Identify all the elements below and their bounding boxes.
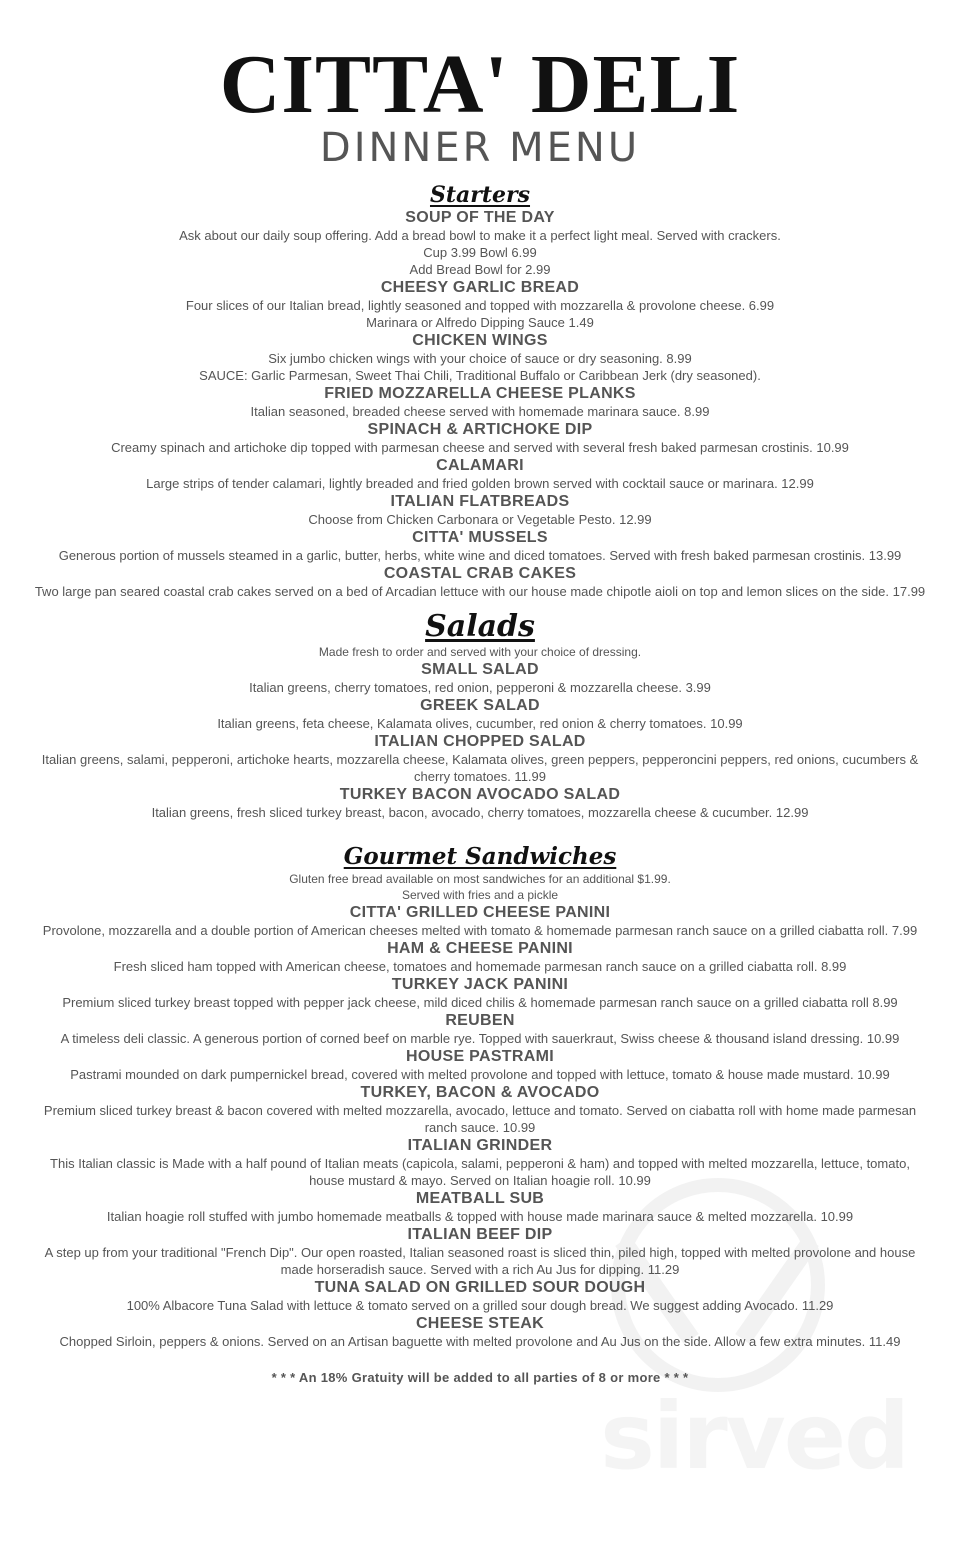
menu-item-name: CHEESE STEAK [415,1315,545,1332]
section-title-sandwiches: Gourmet Sandwiches [343,843,617,870]
menu-item [30,1225,930,1278]
menu-item-description: Italian greens, salami, pepperoni, artichoke hearts, mozzarella cheese, Kalamata olives, green peppers, pepperoncini peppers, red onions, cucumbers & cherry tomatoes. 11.99 [41,752,919,784]
menu-item [30,975,930,1011]
menu-item-description: Premium sliced turkey breast & bacon covered with melted mozzarella, avocado, lettuce and tomato. Served on ciabatta roll with home made parmesan ranch sauce. 10.99 [43,1103,917,1135]
menu-item-name: ITALIAN BEEF DIP [407,1226,553,1243]
menu-item [30,732,930,785]
menu-item [30,1083,930,1136]
menu-item [30,903,930,939]
menu-item-description: Six jumbo chicken wings with your choice of sauce or dry seasoning. 8.99 [268,351,692,366]
menu-item-description: Creamy spinach and artichoke dip topped with parmesan cheese and served with several fresh baked parmesan crostinis. 10.99 [111,440,849,455]
salads-list [30,660,930,821]
menu-item [30,564,930,600]
menu-item-description: SAUCE: Garlic Parmesan, Sweet Thai Chili, Traditional Buffalo or Caribbean Jerk (dry seasoned). [199,368,761,383]
starters-section [30,168,930,600]
section-title-starters: Starters [429,182,531,208]
menu-item-name: CITTA' GRILLED CHEESE PANINI [349,904,611,921]
menu-item [30,1011,930,1047]
menu-item-description: A step up from your traditional "French Dip". Our open roasted, Italian seasoned roast is sliced thin, piled high, topped with melted provolone and house made horseradish sauce. Served with a rich Au Jus for dipping. 11.29 [44,1245,916,1277]
menu-item-description: Cup 3.99 Bowl 6.99 [423,245,537,260]
menu-item-name: ITALIAN CHOPPED SALAD [374,733,586,750]
menu-item-name: COASTAL CRAB CAKES [383,565,577,582]
menu-item-description: Premium sliced turkey breast topped with pepper jack cheese, mild diced chilis & homemade parmesan ranch sauce on a grilled ciabatta roll 8.99 [62,995,898,1010]
menu-item [30,1278,930,1314]
menu-item-description: Italian hoagie roll stuffed with jumbo homemade meatballs & topped with house made marinara sauce & melted mozzarella. 10.99 [106,1209,854,1224]
menu-item-name: CITTA' MUSSELS [412,529,548,546]
menu-item-name: ITALIAN GRINDER [407,1137,553,1154]
menu-item [30,208,930,278]
restaurant-name: CITTA' DELI [219,38,741,131]
menu-item-description: Large strips of tender calamari, lightly breaded and fried golden brown served with cocktail sauce or marinara. 12.99 [146,476,814,491]
menu-item-name: ITALIAN FLATBREADS [390,493,570,510]
menu-item [30,1314,930,1350]
menu-item-description: Provolone, mozzarella and a double portion of American cheeses melted with tomato & homemade parmesan ranch sauce on a grilled ciabatta roll. 7.99 [42,923,918,938]
menu-item-name: SOUP OF THE DAY [405,209,555,226]
menu-item-name: TURKEY, BACON & AVOCADO [360,1084,600,1101]
menu-item-name: CALAMARI [436,457,524,474]
menu-item-description: Pastrami mounded on dark pumpernickel bread, covered with melted provolone and topped with lettuce, tomato & house made mustard. 10.99 [70,1067,890,1082]
menu-item-name: CHEESY GARLIC BREAD [380,279,580,296]
menu-item [30,456,930,492]
menu-item [30,660,930,696]
menu-item-description: This Italian classic is Made with a half pound of Italian meats (capicola, salami, pepperoni & ham) and topped with melted mozzarella, lettuce, tomato, house mustard & mayo. Served on Italian hoagie roll. 10.99 [50,1156,910,1188]
salads-note: Made fresh to order and served with your choice of dressing. [318,645,642,659]
menu-item-description: A timeless deli classic. A generous portion of corned beef on marble rye. Topped with sauerkraut, Swiss cheese & thousand island dressing. 10.99 [60,1031,900,1046]
menu-item-name: SPINACH & ARTICHOKE DIP [367,421,593,438]
menu-item-name: GREEK SALAD [420,697,540,714]
sandwiches-note: Served with fries and a pickle [401,888,559,902]
sandwiches-note: Gluten free bread available on most sandwiches for an additional $1.99. [289,872,671,886]
menu-item-description: Italian greens, fresh sliced turkey breast, bacon, avocado, cherry tomatoes, mozzarella cheese & cucumber. 12.99 [151,805,809,820]
menu-item-name: FRIED MOZZARELLA CHEESE PLANKS [324,385,636,402]
menu-item [30,420,930,456]
menu-item-name: TURKEY JACK PANINI [391,976,569,993]
menu-item-description: Italian seasoned, breaded cheese served with homemade marinara sauce. 8.99 [250,404,710,419]
sandwiches-list [30,903,930,1350]
menu-item [30,528,930,564]
menu-item [30,492,930,528]
menu-item-name: TUNA SALAD ON GRILLED SOUR DOUGH [314,1279,646,1296]
menu-item-description: Four slices of our Italian bread, lightly seasoned and topped with mozzarella & provolone cheese. 6.99 [185,298,775,313]
menu-item-description: Italian greens, feta cheese, Kalamata olives, cucumber, red onion & cherry tomatoes. 10.99 [217,716,743,731]
menu-item [30,1189,930,1225]
menu-item-name: SMALL SALAD [421,661,539,678]
menu-item-description: Italian greens, cherry tomatoes, red onion, pepperoni & mozzarella cheese. 3.99 [249,680,711,695]
menu-item [30,785,930,821]
menu-item [30,1047,930,1083]
menu-item [30,384,930,420]
menu-item-description: Ask about our daily soup offering. Add a bread bowl to make it a perfect light meal. Served with crackers. [179,228,781,243]
menu-item-description: Two large pan seared coastal crab cakes served on a bed of Arcadian lettuce with our house made chipotle aioli on top and lemon slices on the side. 17.99 [34,584,926,599]
menu-item [30,939,930,975]
menu-item-name: REUBEN [445,1012,515,1029]
menu-page [30,0,930,1385]
menu-item-description: Marinara or Alfredo Dipping Sauce 1.49 [366,315,594,330]
menu-item-name: MEATBALL SUB [415,1190,545,1207]
sandwiches-section [30,821,930,1350]
menu-item-description: Fresh sliced ham topped with American cheese, tomatoes and homemade parmesan ranch sauce on a grilled ciabatta roll. 8.99 [113,959,847,974]
watermark-text: sirved [600,1383,908,1490]
menu-item [30,696,930,732]
menu-subtitle: DINNER MENU [319,125,641,171]
menu-item-description: Chopped Sirloin, peppers & onions. Served on an Artisan baguette with melted provolone and Au Jus on the side. Allow a few extra minutes. 11.49 [59,1334,901,1349]
gratuity-notice: * * * An 18% Gratuity will be added to all parties of 8 or more * * * [271,1370,689,1385]
menu-item [30,331,930,384]
section-title-salads: Salads [425,609,535,644]
menu-item-description: Add Bread Bowl for 2.99 [409,262,551,277]
menu-item-name: HAM & CHEESE PANINI [387,940,573,957]
menu-item-name: CHICKEN WINGS [412,332,548,349]
menu-item-description: 100% Albacore Tuna Salad with lettuce & tomato served on a grilled sour dough bread. We suggest adding Avocado. 11.29 [126,1298,834,1313]
menu-item-description: Choose from Chicken Carbonara or Vegetable Pesto. 12.99 [308,512,652,527]
starters-list [30,208,930,600]
menu-item [30,1136,930,1189]
menu-item-name: HOUSE PASTRAMI [406,1048,554,1065]
menu-item-description: Generous portion of mussels steamed in a garlic, butter, herbs, white wine and diced tomatoes. Served with fresh baked parmesan crostinis. 13.99 [58,548,902,563]
menu-item [30,278,930,331]
salads-section [30,600,930,821]
menu-item-name: TURKEY BACON AVOCADO SALAD [339,786,621,803]
